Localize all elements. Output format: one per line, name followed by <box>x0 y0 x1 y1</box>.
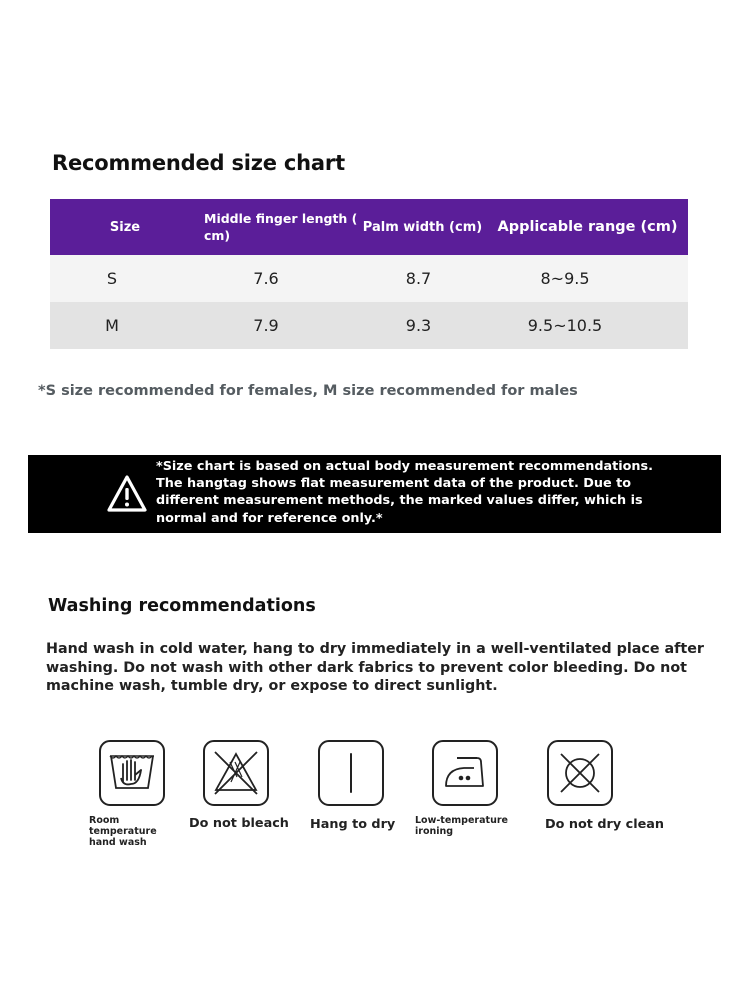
hang-dry-icon <box>318 740 384 806</box>
cell-finger-length: 7.9 <box>200 302 358 349</box>
cell-size: M <box>50 302 200 349</box>
size-recommendation-note: *S size recommended for females, M size recommended for males <box>38 383 578 399</box>
do-not-dry-clean-icon <box>547 740 613 806</box>
care-label-no-bleach: Do not bleach <box>189 816 289 831</box>
cell-size: S <box>50 255 200 302</box>
warning-triangle-icon <box>106 474 148 514</box>
washing-title: Washing recommendations <box>48 596 316 616</box>
hand-wash-icon <box>99 740 165 806</box>
care-label-hang-dry: Hang to dry <box>310 817 396 832</box>
header-size: Size <box>50 199 200 255</box>
cell-palm-width: 8.7 <box>358 255 487 302</box>
size-chart-title: Recommended size chart <box>52 151 345 175</box>
cell-finger-length: 7.6 <box>200 255 358 302</box>
care-label-hand-wash: Room temperature hand wash <box>89 815 157 848</box>
header-palm-width: Palm width (cm) <box>358 199 487 255</box>
header-applicable-range: Applicable range (cm) <box>487 199 688 255</box>
header-middle-finger-length: Middle finger length ( cm) <box>200 199 358 255</box>
cell-palm-width: 9.3 <box>358 302 487 349</box>
size-chart-table <box>50 199 688 349</box>
table-row <box>50 302 688 349</box>
washing-description: Hand wash in cold water, hang to dry immediately in a well-ventilated place after washing. Do not wash with other dark fabrics to prevent color bleeding. Do not machine wash, tumble dry, or expose to direct sunlight. <box>46 641 704 694</box>
care-label-low-iron: Low-temperature ironing <box>415 815 508 837</box>
do-not-bleach-icon <box>203 740 269 806</box>
table-row <box>50 255 688 302</box>
low-temp-iron-icon <box>432 740 498 806</box>
cell-range: 8~9.5 <box>487 255 688 302</box>
warning-text: *Size chart is based on actual body measurement recommendations. The hangtag shows flat measurement data of the product. Due to different measurement methods, the marked values differ, which is normal and for reference only.* <box>156 459 654 526</box>
size-chart-header-row <box>50 199 688 255</box>
cell-range: 9.5~10.5 <box>487 302 688 349</box>
care-label-no-dry-clean: Do not dry clean <box>545 817 665 832</box>
